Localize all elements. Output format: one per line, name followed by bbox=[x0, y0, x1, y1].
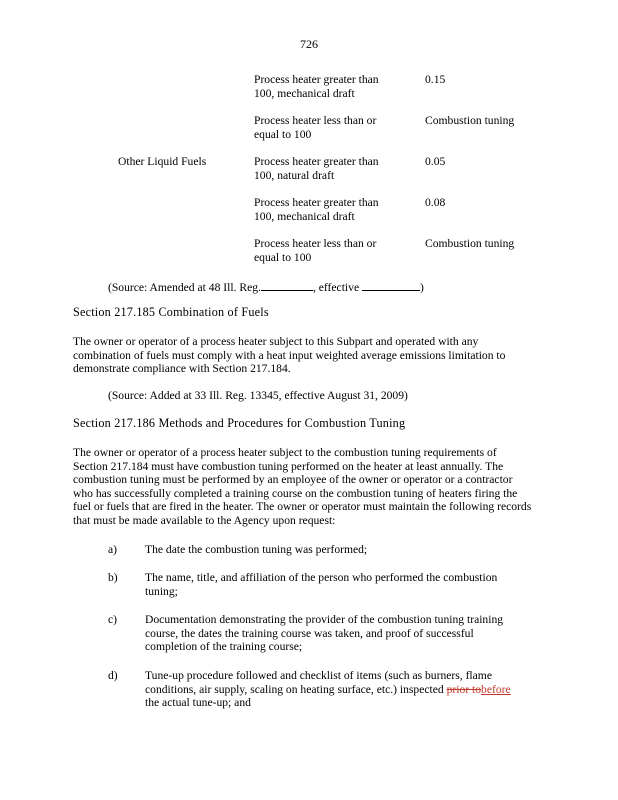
source-middle: , effective bbox=[312, 281, 360, 294]
table-row-type: Process heater greater than 100, natural draft bbox=[254, 155, 379, 182]
table-row-type: Process heater less than or equal to 100 bbox=[254, 114, 377, 141]
item-d-text-before: Tune-up procedure followed and checklist of items (such as burners, flame conditions, air supply, scaling on heating surface, etc.) inspected bbox=[145, 669, 492, 696]
blank-line bbox=[362, 279, 420, 291]
deleted-text: prior to bbox=[446, 682, 482, 696]
item-label: d) bbox=[108, 669, 118, 682]
item-label: a) bbox=[108, 543, 118, 556]
section-185-body: The owner or operator of a process heater subject to this Subpart and operated with any combination of fuels must comply with a heat input weighted average emissions limitation to demonstrate compliance with Section 217.184. bbox=[73, 335, 506, 375]
table-row-value: Combustion tuning bbox=[425, 237, 515, 250]
page-number: 726 bbox=[300, 37, 318, 51]
table-row-value: 0.15 bbox=[425, 73, 446, 86]
item-text: The name, title, and affiliation of the person who performed the combustion tuning; bbox=[145, 571, 498, 598]
table-row-type: Process heater greater than 100, mechanical draft bbox=[254, 73, 379, 100]
source-note-added: (Source: Added at 33 Ill. Reg. 13345, effective August 31, 2009) bbox=[108, 389, 408, 402]
blank-line bbox=[261, 279, 313, 291]
item-text: Documentation demonstrating the provider of the combustion tuning training course, the dates the training course was taken, and proof of successful completion of the training course; bbox=[145, 613, 504, 653]
section-186-body: The owner or operator of a process heater subject to the combustion tuning requirements of Section 217.184 must have combustion tuning performed on the heater at least annually. The combustion tuning must be performed by an employee of the owner or operator or a contractor who has successfully completed a training course on the combustion tuning of heaters firing the fuel or fuels that are fired in the heater. The owner or operator must maintain the following records that must be made available to the Agency upon request: bbox=[73, 446, 532, 527]
source-suffix: ) bbox=[420, 281, 424, 294]
source-prefix: (Source: Amended at 48 Ill. Reg. bbox=[108, 281, 261, 294]
table-row-type: Process heater greater than 100, mechanical draft bbox=[254, 196, 379, 223]
source-note-amended bbox=[108, 279, 424, 295]
table-row-value: 0.08 bbox=[425, 196, 446, 209]
section-heading-185: Section 217.185 Combination of Fuels bbox=[73, 305, 269, 319]
section-heading-186: Section 217.186 Methods and Procedures for Combustion Tuning bbox=[73, 416, 406, 430]
item-text: The date the combustion tuning was performed; bbox=[145, 543, 368, 556]
item-d-text-after: the actual tune-up; and bbox=[145, 696, 251, 709]
item-label: b) bbox=[108, 571, 118, 584]
table-category-label: Other Liquid Fuels bbox=[118, 155, 207, 168]
item-text-d bbox=[145, 669, 525, 710]
table-row-type: Process heater less than or equal to 100 bbox=[254, 237, 377, 264]
item-label: c) bbox=[108, 613, 118, 626]
inserted-text: before bbox=[481, 682, 511, 696]
table-row-value: Combustion tuning bbox=[425, 114, 515, 127]
table-row-value: 0.05 bbox=[425, 155, 446, 168]
